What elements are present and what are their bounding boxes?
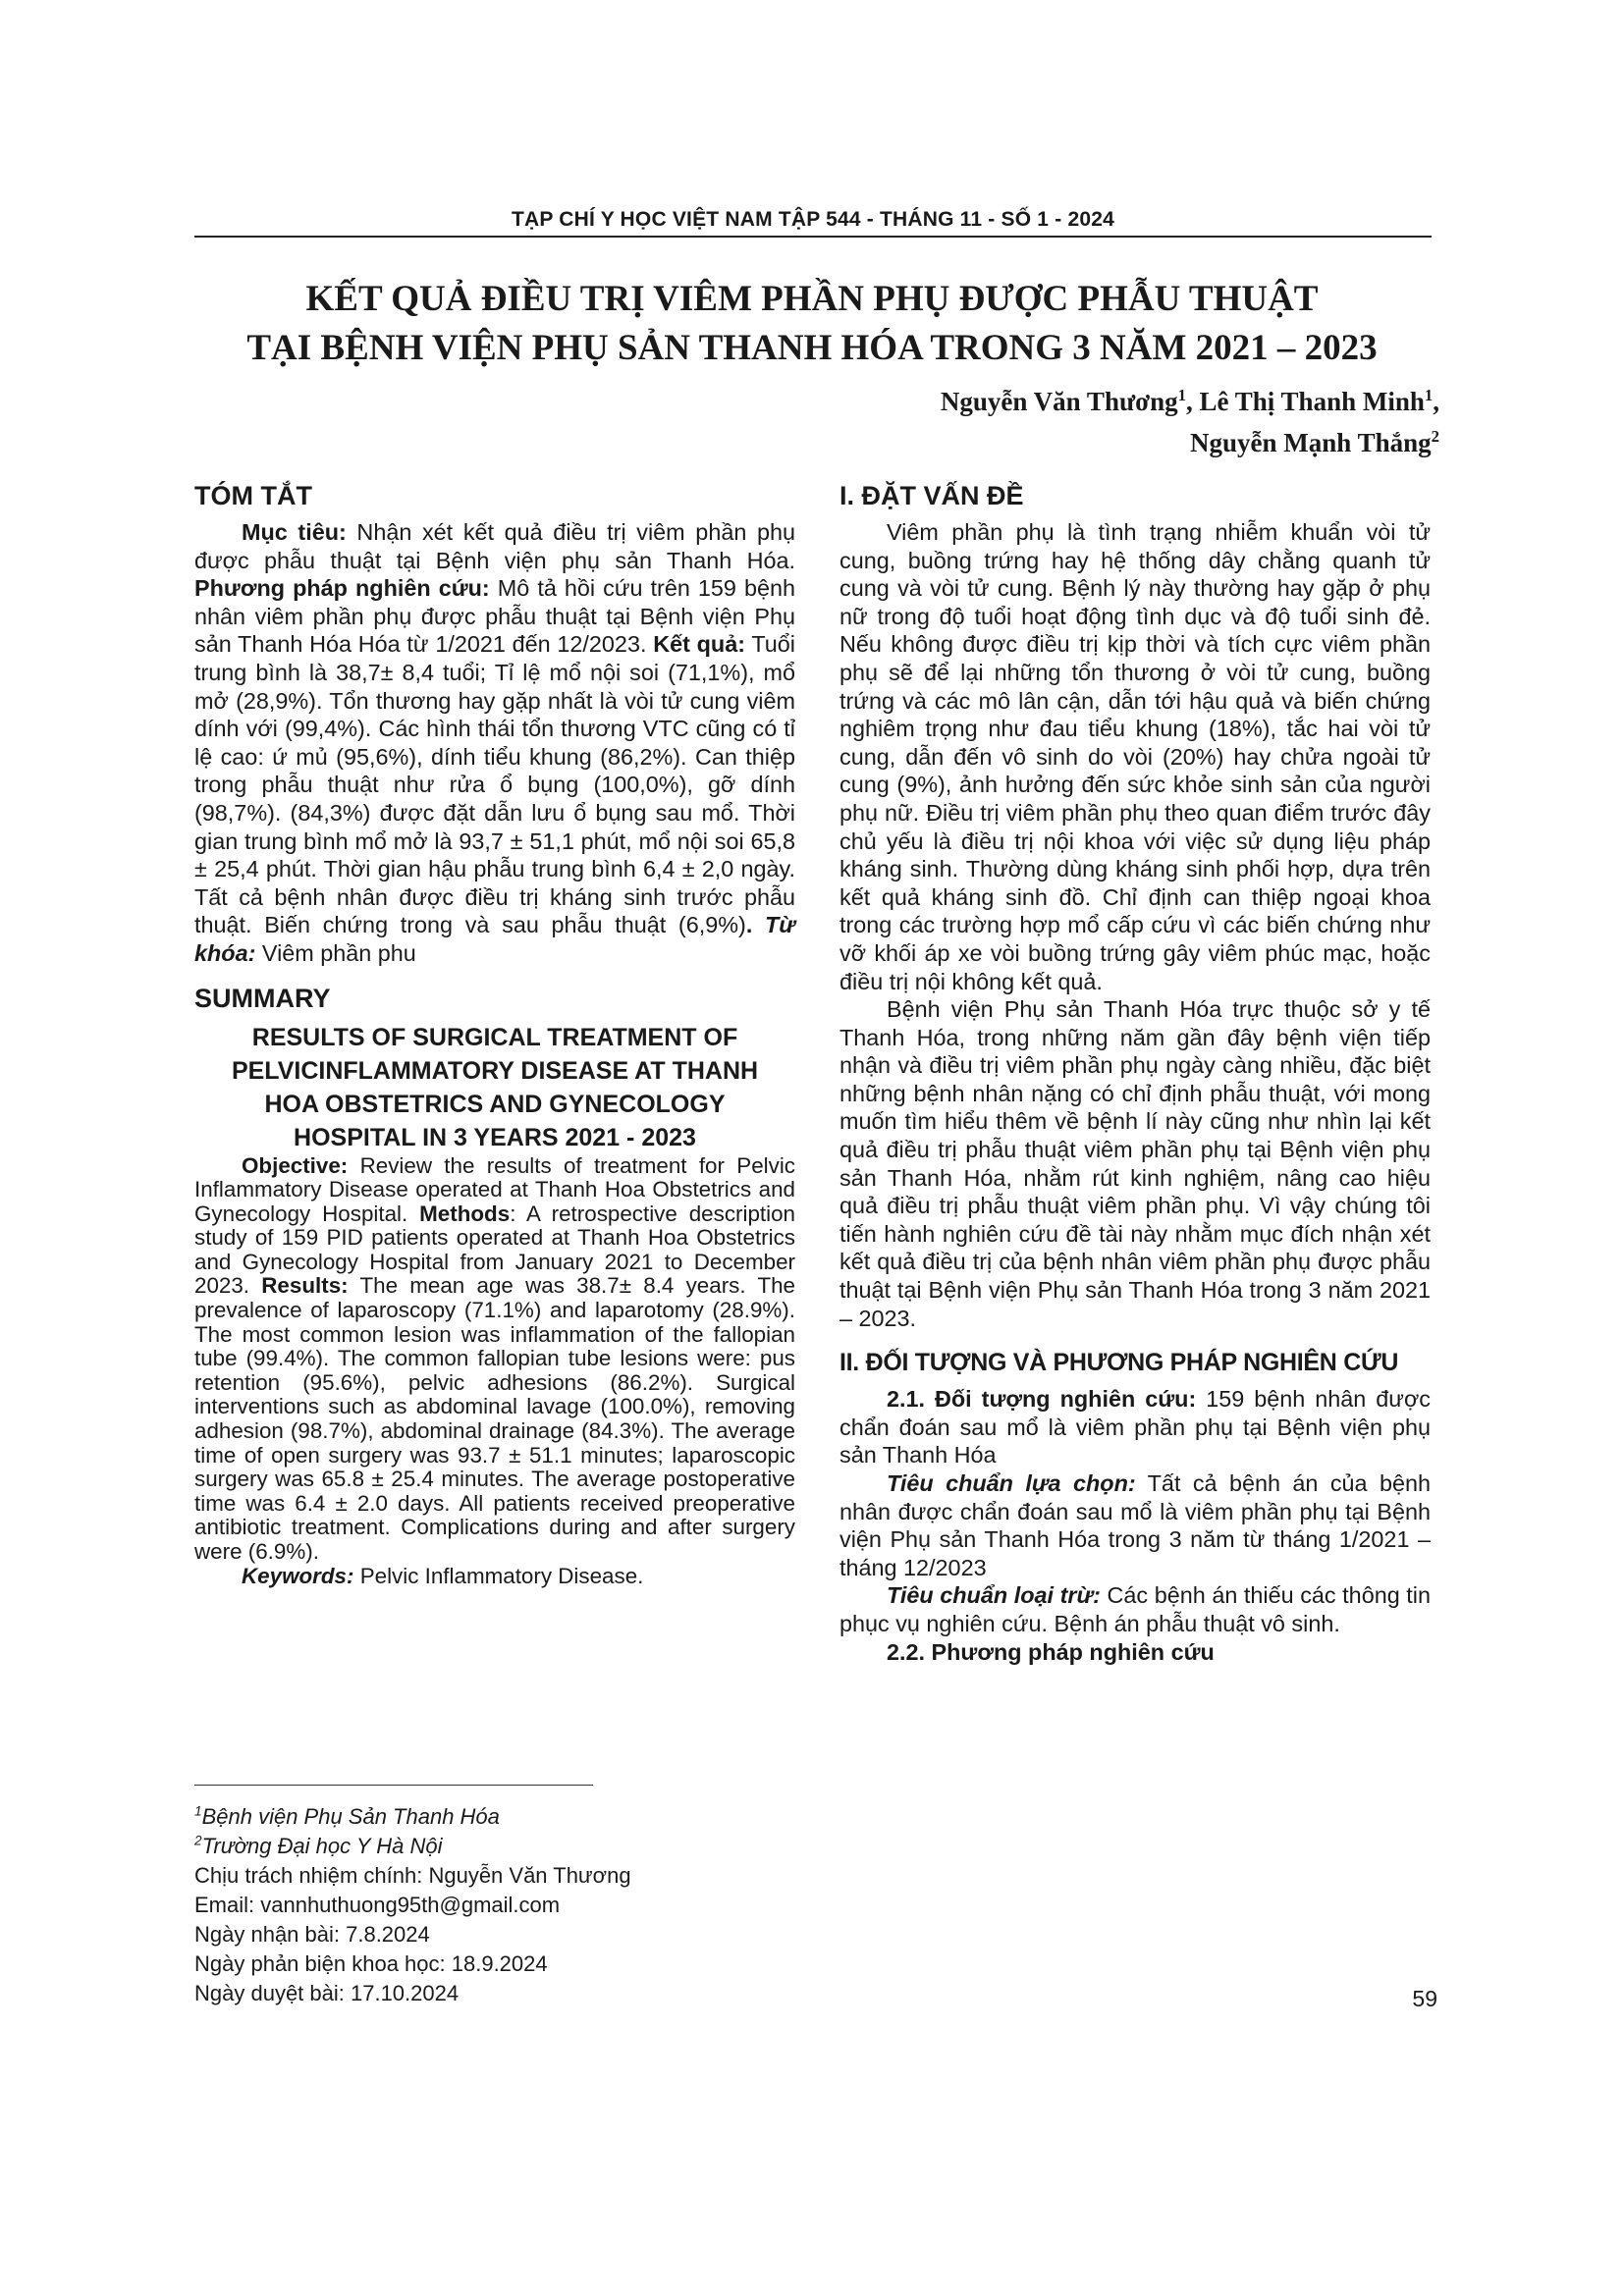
inclusion-criteria	[839, 1469, 1431, 1581]
author-name: Nguyễn Mạnh Thắng	[1190, 428, 1432, 457]
section-1-paragraph-1: Viêm phần phụ là tình trạng nhiễm khuẩn vòi tử cung, buồng trứng hay hệ thống dây chằng quanh tử cung và vòi tử cung. Bệnh lý này thường hay gặp ở phụ nữ trong độ tuổi hoạt động tình dục và độ tuổi sinh đẻ. Nếu không được điều trị kịp thời và tích cực viêm phần phụ sẽ để lại những tổn thương ở vòi tử cung, buồng trứng và các mô lân cận, dẫn tới hậu quả và biến chứng nghiêm trọng như đau tiểu khung (18%), tắc hai vòi tử cung, dẫn đến vô sinh do vòi (20%) hay chửa ngoài tử cung (9%), ảnh hưởng đến sức khỏe sinh sản của người phụ nữ. Điều trị viêm phần phụ theo quan điểm trước đây chủ yếu là điều trị nội khoa với việc sử dụng liệu pháp kháng sinh. Thường dùng kháng sinh phối hợp, dựa trên kết quả kháng sinh đồ. Chỉ định can thiệp ngoại khoa trong các trường hợp mổ cấp cứu vì các biến chứng như vỡ khối áp xe vòi buồng trứng gây viêm phúc mạc, hoặc điều trị nội không kết quả.	[839, 519, 1431, 994]
keywords-line	[194, 1565, 795, 1589]
subsection-2-1	[839, 1385, 1431, 1469]
exclusion-text: Các bệnh án thiếu các thông tin phục vụ nghiên cứu. Bệnh án phẫu thuật vô sinh.	[839, 1582, 1431, 1636]
label-muc-tieu: Mục tiêu:	[242, 519, 347, 545]
subsection-2-1-text: 159 bệnh nhân được chẩn đoán sau mổ là viêm phần phụ tại Bệnh viện phụ sản Thanh Hóa	[839, 1386, 1431, 1468]
article-title	[157, 275, 1467, 373]
affiliation-text: Bệnh viện Phụ Sản Thanh Hóa	[201, 1804, 500, 1829]
footnotes	[194, 1802, 784, 2008]
label-results: Results:	[261, 1273, 349, 1299]
affiliation-marker: 1	[1424, 386, 1434, 404]
summary-heading: SUMMARY	[194, 983, 331, 1013]
muc-tieu-text: Nhận xét kết quả điều trị viêm phần phụ được phẫu thuật tại Bệnh viện phụ sản Thanh Hóa.	[194, 519, 795, 573]
inclusion-text: Tất cả bệnh án của bệnh nhân được chẩn đoán sau mổ là viêm phần phụ tại Bệnh viện Phụ sản Thanh Hóa trong 3 năm từ tháng 1/2021 – tháng 12/2023	[839, 1470, 1432, 1580]
author-name: Nguyễn Văn Thương	[940, 387, 1178, 416]
author-line-1	[556, 381, 1439, 422]
label-keywords: Keywords:	[242, 1563, 354, 1588]
date-reviewed: Ngày phản biện khoa học: 18.9.2024	[194, 1951, 548, 1976]
objective-text: Review the results of treatment for Pelvic Inflammatory Disease operated at Thanh Hoa Obstetrics and Gynecology Hospital.	[194, 1152, 795, 1226]
running-header: TẠP CHÍ Y HỌC VIỆT NAM TẬP 544 - THÁNG 11 - SỐ 1 - 2024	[512, 208, 1114, 231]
left-column	[194, 479, 795, 1588]
date-received: Ngày nhận bài: 7.8.2024	[194, 1922, 430, 1947]
affiliation-marker: 1	[1177, 386, 1186, 404]
corresponding-author: Chịu trách nhiệm chính: Nguyễn Văn Thương	[194, 1863, 631, 1888]
abstract-vi-heading: TÓM TẮT	[194, 481, 312, 510]
methods-text: : A retrospective description study of 159 PID patients operated at Thanh Hoa Obstetrics and Gynecology Hospital from January 2021 to December 2023.	[194, 1201, 795, 1299]
author-line-2	[556, 422, 1439, 463]
affiliation-marker: 1	[194, 1803, 202, 1819]
affiliation-marker: 2	[194, 1833, 202, 1848]
phuong-phap-text: Mô tả hồi cứu trên 159 bệnh nhân viêm phần phụ được phẫu thuật tại Bệnh viện Phụ sản Thanh Hóa Hóa từ 1/2021 đến 12/2023.	[194, 575, 795, 658]
title-line-1: KẾT QUẢ ĐIỀU TRỊ VIÊM PHẦN PHỤ ĐƯỢC PHẪU THUẬT	[305, 279, 1319, 319]
tu-khoa-text: Viêm phần phu	[255, 939, 416, 966]
summary-body	[194, 1154, 795, 1565]
section-1-heading: I. ĐẶT VẤN ĐỀ	[839, 481, 1024, 510]
affiliation-text: Trường Đại học Y Hà Nội	[201, 1834, 443, 1858]
section-1-paragraph-2: Bệnh viện Phụ sản Thanh Hóa trực thuộc sở y tế Thanh Hóa, trong những năm gần đây bệnh viện tiếp nhận và điều trị viêm phần phụ ngày càng nhiều, đặc biệt những bệnh nhân nặng có chỉ định phẫu thuật, với mong muốn tìm hiểu thêm về bệnh lí này cũng như nhìn lại kết quả điều trị phẫu thuật viêm phần phụ tại Bệnh viện phụ sản Thanh Hóa, nhằm rút kinh nghiệm, nâng cao hiệu quả điều trị phẫu thuật viêm phần phụ. Vì vậy chúng tôi tiến hành nghiên cứu đề tài này nhằm mục đích nhận xét kết quả điều trị của bệnh nhân viêm phần phụ được phẫu thuật tại Bệnh viện Phụ sản Thanh Hóa trong 3 năm 2021 – 2023.	[839, 996, 1431, 1331]
affiliation-2	[194, 1832, 784, 1861]
email: Email: vannhuthuong95th@gmail.com	[194, 1893, 561, 1917]
subsection-2-2	[839, 1638, 1431, 1667]
label-objective: Objective:	[242, 1152, 349, 1178]
english-title-line: RESULTS OF SURGICAL TREATMENT OF	[251, 1023, 738, 1051]
affiliation-1	[194, 1802, 784, 1832]
english-title-line: HOSPITAL IN 3 YEARS 2021 - 2023	[294, 1123, 696, 1151]
results-text: The mean age was 38.7± 8.4 years. The prevalence of laparoscopy (71.1%) and laparotomy (28.9%). The most common lesion was inflammation of the fallopian tube (99.4%). The common fallopian tube lesions were: pus retention (95.6%), pelvic adhesions (86.2%). Surgical interventions such as abdominal lavage (100.0%), removing adhesion (98.7%), abdominal drainage (84.3%). The average time of open surgery was 93.7 ± 51.1 minutes; laparoscopic surgery was 65.8 ± 25.4 minutes. The average postoperative time was 6.4 ± 2.0 days. All patients received preoperative antibiotic treatment. Complications during and after surgery were (6.9%).	[194, 1273, 795, 1564]
label-phuong-phap: Phương pháp nghiên cứu:	[194, 575, 490, 602]
label-tu-khoa: Từ khóa:	[194, 912, 796, 966]
author-list	[556, 381, 1439, 463]
english-title-line: HOA OBSTETRICS AND GYNECOLOGY	[264, 1090, 726, 1118]
subsection-2-1-label: 2.1. Đối tượng nghiên cứu:	[887, 1386, 1197, 1413]
subsection-2-2-label: 2.2. Phương pháp nghiên cứu	[887, 1638, 1215, 1665]
affiliation-marker: 2	[1431, 427, 1439, 446]
english-title-line: PELVICINFLAMMATORY DISEASE AT THANH	[231, 1056, 759, 1085]
inclusion-label: Tiêu chuẩn lựa chọn:	[887, 1470, 1136, 1496]
author-name: Lê Thị Thanh Minh	[1199, 387, 1425, 416]
ket-qua-end: .	[745, 912, 766, 938]
title-line-2: TẠI BỆNH VIỆN PHỤ SẢN THANH HÓA TRONG 3 NĂM 2021 – 2023	[246, 328, 1378, 368]
author-separator: ,	[1186, 387, 1200, 416]
page-number: 59	[1412, 1986, 1437, 2011]
ket-qua-text: Tuổi trung bình là 38,7± 8,4 tuổi; Tỉ lệ mổ nội soi (71,1%), mổ mở (28,9%). Tổn thương hay gặp nhất là vòi tử cung viêm dính với (99,4%). Các hình thái tổn thương VTC cũng có tỉ lệ cao: ứ mủ (95,6%), dính tiểu khung (86,2%). Can thiệp trong phẫu thuật như rửa ổ bụng (100,0%), gỡ dính (98,7%). (84,3%) được đặt dẫn lưu ổ bụng sau mổ. Thời gian trung bình mổ mở là 93,7 ± 51,1 phút, mổ nội soi 65,8 ± 25,4 phút. Thời gian hậu phẫu trung bình 6,4 ± 2,0 ngày. Tất cả bệnh nhân được điều trị kháng sinh trước phẫu thuật. Biến chứng trong và sau phẫu thuật (6,9%)	[194, 631, 795, 938]
date-accepted: Ngày duyệt bài: 17.10.2024	[194, 1981, 460, 2005]
exclusion-label: Tiêu chuẩn loại trừ:	[887, 1582, 1101, 1609]
header-divider	[194, 236, 1432, 238]
section-2-heading: II. ĐỐI TƯỢNG VÀ PHƯƠNG PHÁP NGHIÊN CỨU	[839, 1349, 1399, 1377]
abstract-vi-body	[194, 518, 795, 968]
english-title	[194, 1021, 795, 1154]
footnote-divider	[194, 1785, 593, 1786]
author-separator: ,	[1433, 387, 1439, 416]
keywords-text: Pelvic Inflammatory Disease.	[353, 1563, 644, 1588]
label-ket-qua: Kết quả:	[653, 631, 746, 658]
exclusion-criteria	[839, 1581, 1431, 1637]
label-methods: Methods	[419, 1201, 511, 1226]
right-column	[839, 479, 1431, 1666]
